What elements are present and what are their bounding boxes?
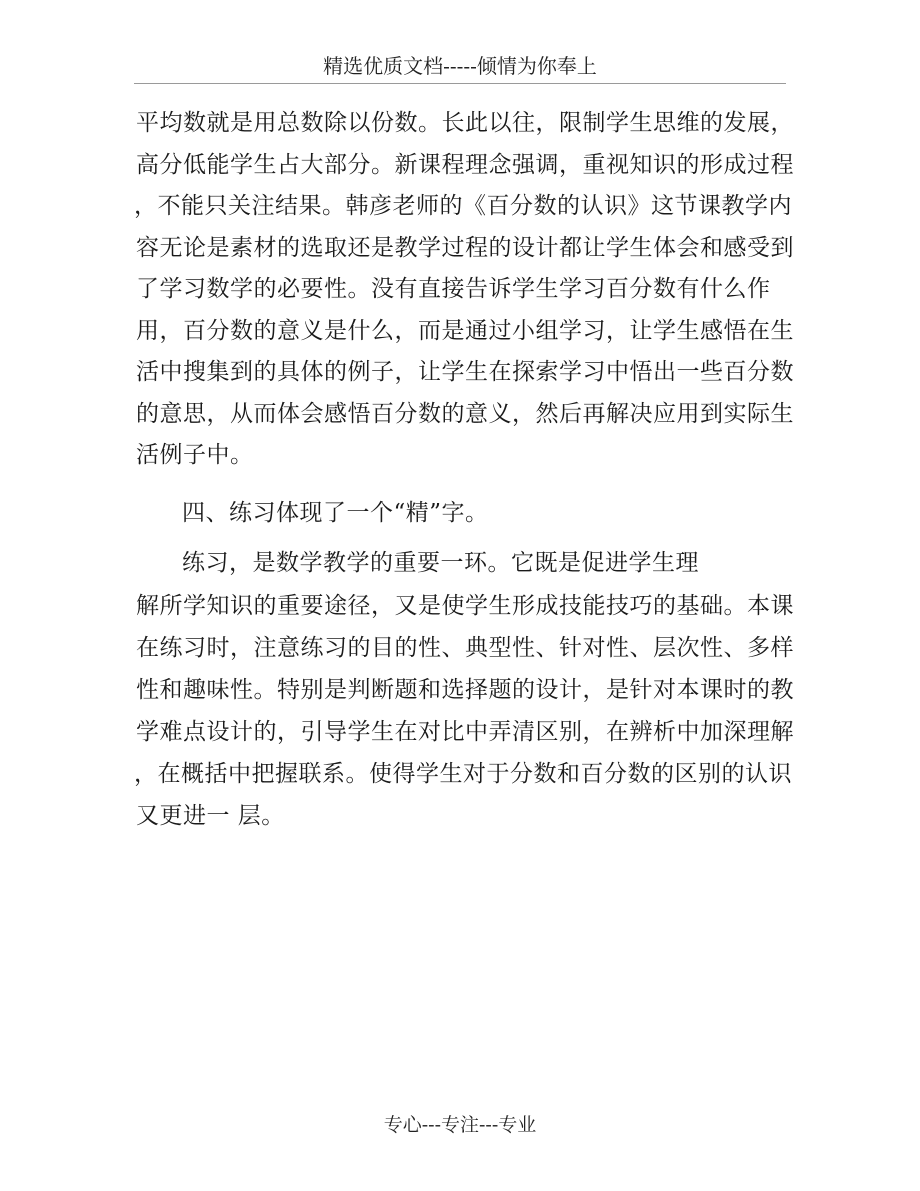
body-line: 解所学知识的重要途径，又是使学生形成技能技巧的基础。本课	[136, 593, 794, 619]
body-line: 练习，是数学教学的重要一环。它既是促进学生理	[182, 550, 699, 576]
body-line: 容无论是素材的选取还是教学过程的设计都让学生体会和感受到	[136, 235, 794, 261]
body-line: 又更进一 层。	[136, 803, 285, 829]
body-line: 活例子中。	[136, 442, 254, 468]
body-line: ，不能只关注结果。韩彦老师的《百分数的认识》这节课教学内	[134, 193, 792, 219]
body-line: 活中搜集到的具体的例子，让学生在探索学习中悟出一些百分数	[136, 359, 794, 385]
page-header: 精选优质文档-----倾情为你奉上	[323, 54, 597, 78]
body-line: 高分低能学生占大部分。新课程理念强调，重视知识的形成过程	[136, 152, 794, 178]
body-line: 的意思，从而体会感悟百分数的意义，然后再解决应用到实际生	[136, 401, 794, 427]
body-line: 了学习数学的必要性。没有直接告诉学生学习百分数有什么作	[136, 276, 771, 302]
body-line: 学难点设计的，引导学生在对比中弄清区别，在辨析中加深理解	[136, 719, 794, 745]
body-line: ，在概括中把握联系。使得学生对于分数和百分数的区别的认识	[134, 761, 792, 787]
body-line: 平均数就是用总数除以份数。长此以往，限制学生思维的发展，	[136, 110, 794, 136]
section-heading: 四、练习体现了一个“精”字。	[182, 500, 489, 526]
header-divider	[134, 83, 786, 84]
body-line: 性和趣味性。特别是判断题和选择题的设计，是针对本课时的教	[136, 677, 794, 703]
body-line: 用，百分数的意义是什么，而是通过小组学习，让学生感悟在生	[136, 318, 794, 344]
body-line: 在练习时，注意练习的目的性、典型性、针对性、层次性、多样	[136, 635, 794, 661]
page-footer: 专心---专注---专业	[383, 1114, 537, 1136]
